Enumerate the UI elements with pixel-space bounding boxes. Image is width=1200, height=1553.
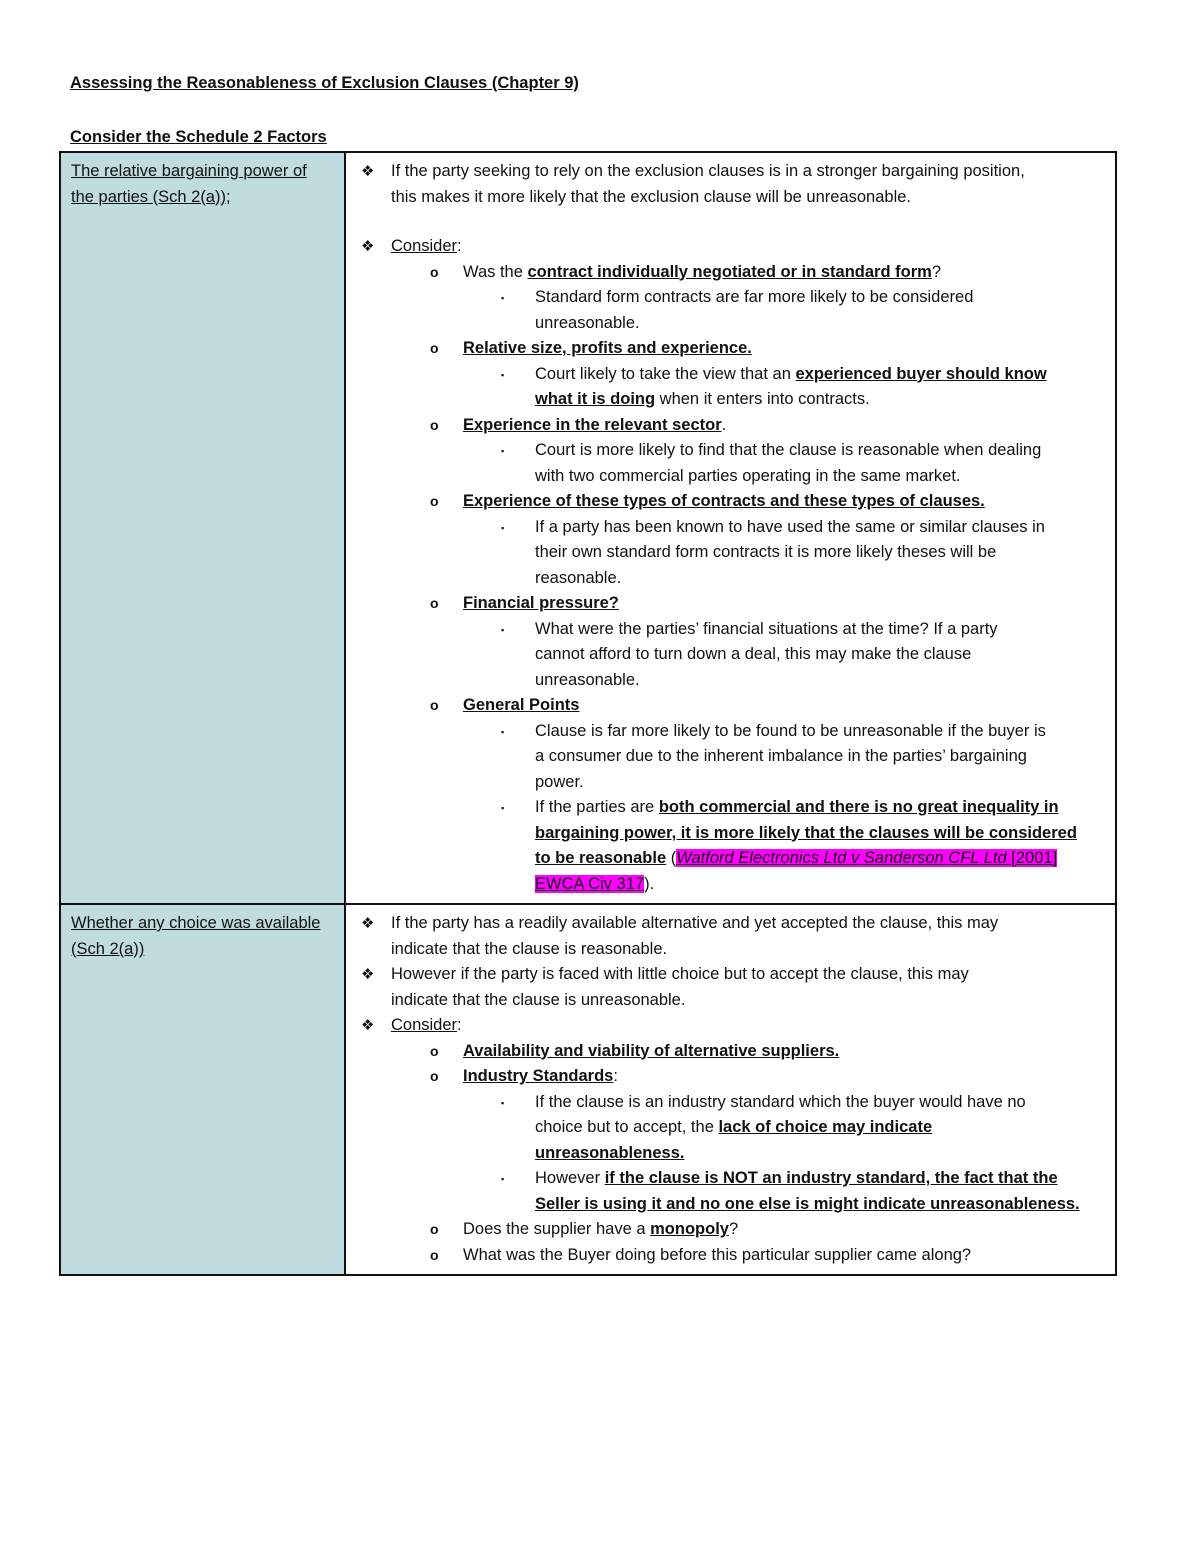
square-bullet-icon: ▪ xyxy=(501,522,505,533)
circle-bullet-icon: o xyxy=(430,595,439,611)
diamond-bullet-icon: ❖ xyxy=(361,915,375,932)
square-bullet-icon: ▪ xyxy=(501,369,505,380)
bullet-line: this makes it more likely that the exclusion clause will be unreasonable. xyxy=(391,187,912,206)
sub-bullet-line: o General Points xyxy=(354,693,1105,719)
circle-bullet-icon: o xyxy=(430,493,439,509)
square-bullet-icon: ▪ xyxy=(501,1174,505,1184)
sub-sub-bullet-line: ▪ Clause is far more likely to be found to be unreasonable if the buyer is xyxy=(354,719,1105,745)
label-cell-bargaining-power xyxy=(60,152,345,904)
content-cell-bargaining-power: ❖ If the party seeking to rely on the exclusion clauses is in a stronger bargaining position, this makes it more likely that the exclusion clause will be unreasonable. ❖ Consider: o Was the contract individually negotiated or in standard form? ▪ Standard form contracts are far more likely to be considered unreasonable. o Relative size, profits and experience. ▪ Court likely to take the view that an experienced buyer should know what it is doing when it enters into contracts. o Experience in the relevant sector. ▪ Court is more likely to find that the clause is reasonable when dealing with two commercial parties operating in the same market. o Experience of these types of contracts and these types of clauses. ▪ If a party has been known to have used the same or similar clauses in their own standard form contracts it is more likely theses will be reasonable. o Financial pressure? ▪ What were the parties’ financial situations at the time? If a party cannot afford to turn down a deal, this may make the clause unreasonable. o General Points ▪ Clause is far more likely to be found to be unreasonable if the buyer is a consumer due to the inherent imbalance in the parties’ bargaining power. ▪ If the parties are both commercial and there is no great inequality in bargaining power, it is more likely that the clauses will be considered to be reasonable (Watford Electronics Ltd v Sanderson CFL Ltd [2001] EWCA Civ 317). xyxy=(345,152,1116,904)
sub-sub-bullet-line: ▪ Court is more likely to find that the clause is reasonable when dealing xyxy=(354,438,1105,464)
circle-bullet-icon: o xyxy=(430,263,439,280)
sub-bullet-line: o Does the supplier have a monopoly? xyxy=(354,1217,1105,1243)
bullet-line: ❖ Consider: xyxy=(354,1013,1105,1039)
diamond-bullet-icon: ❖ xyxy=(361,1017,375,1034)
diamond-bullet-icon: ❖ xyxy=(361,238,375,255)
bullet-line: ❖ If the party seeking to rely on the exclusion clauses is in a stronger bargaining position, xyxy=(354,159,1105,185)
circle-bullet-icon: o xyxy=(430,340,439,356)
diamond-bullet-icon: ❖ xyxy=(361,966,375,983)
bullet-line: ❖ If the party has a readily available alternative and yet accepted the clause, this may xyxy=(354,911,1105,937)
circle-bullet-icon: o xyxy=(430,1221,439,1237)
sub-sub-bullet-line: ▪ Standard form contracts are far more likely to be considered xyxy=(354,285,1105,311)
sub-bullet-line: o Availability and viability of alternative suppliers. xyxy=(354,1039,1105,1065)
factors-table xyxy=(59,151,1117,1276)
table-row-choice-available xyxy=(60,904,1116,1275)
circle-bullet-icon: o xyxy=(430,1246,439,1263)
circle-bullet-icon: o xyxy=(430,1042,439,1059)
sub-sub-bullet-line: ▪ However if the clause is NOT an industry standard, the fact that the xyxy=(354,1166,1105,1192)
sub-bullet-line: o Experience in the relevant sector. xyxy=(354,413,1105,439)
sub-sub-bullet-line: ▪ What were the parties’ financial situations at the time? If a party xyxy=(354,617,1105,643)
table-row-bargaining-power xyxy=(60,152,1116,904)
content-cell-choice-available: ❖ If the party has a readily available alternative and yet accepted the clause, this may indicate that the clause is reasonable. ❖ However if the party is faced with little choice but to accept the clause, this may indicate that the clause is unreasonable. ❖ Consider: o Availability and viability of alternative suppliers. o Industry Standards: ▪ If the clause is an industry standard which the buyer would have no choice but to accept, the lack of choice may indicate unreasonableness. ▪ However if the clause is NOT an industry standard, the fact that the Seller is using it and no one else is might indicate unreasonableness. o Does the supplier have a monopoly? o What was the Buyer doing before this particular supplier came along? xyxy=(345,904,1116,1275)
square-bullet-icon: ▪ xyxy=(501,446,505,456)
sub-sub-bullet-line: ▪ Court likely to take the view that an experienced buyer should know xyxy=(354,362,1105,388)
label-cell-choice-available xyxy=(60,904,345,1275)
sub-bullet-line: o What was the Buyer doing before this particular supplier came along? xyxy=(354,1243,1105,1269)
sub-bullet-line: o Relative size, profits and experience. xyxy=(354,336,1105,362)
sub-bullet-line: o Was the contract individually negotiated or in standard form? xyxy=(354,260,1105,286)
circle-bullet-icon: o xyxy=(430,697,439,713)
section-title: Consider the Schedule 2 Factors xyxy=(70,128,327,146)
sub-sub-bullet-line: ▪ If the clause is an industry standard which the buyer would have no xyxy=(354,1090,1105,1116)
page-title: Assessing the Reasonableness of Exclusion Clauses (Chapter 9) xyxy=(70,74,579,92)
circle-bullet-icon: o xyxy=(430,1068,439,1084)
row-label: The relative bargaining power of the parties (Sch 2(a)); xyxy=(71,162,307,206)
sub-sub-bullet-line: ▪ If a party has been known to have used the same or similar clauses in xyxy=(354,515,1105,541)
diamond-bullet-icon: ❖ xyxy=(361,163,375,180)
circle-bullet-icon: o xyxy=(430,416,439,433)
square-bullet-icon: ▪ xyxy=(501,726,505,737)
case-citation-link[interactable]: Watford Electronics Ltd v Sanderson CFL Ltd xyxy=(676,849,1007,867)
square-bullet-icon: ▪ xyxy=(501,624,505,635)
square-bullet-icon: ▪ xyxy=(501,803,505,813)
bullet-line: ❖ However if the party is faced with little choice but to accept the clause, this may xyxy=(354,962,1105,988)
sub-bullet-line: o Experience of these types of contracts and these types of clauses. xyxy=(354,489,1105,515)
bullet-line: ❖ Consider: xyxy=(354,234,1105,260)
sub-sub-bullet-line: ▪ If the parties are both commercial and there is no great inequality in xyxy=(354,795,1105,821)
square-bullet-icon: ▪ xyxy=(501,1097,505,1108)
square-bullet-icon: ▪ xyxy=(501,293,505,303)
sub-bullet-line: o Industry Standards: xyxy=(354,1064,1105,1090)
sub-bullet-line: o Financial pressure? xyxy=(354,591,1105,617)
row-label: Whether any choice was available (Sch 2(a)) xyxy=(71,914,321,958)
case-citation-reference[interactable]: EWCA Civ 317 xyxy=(535,874,645,893)
